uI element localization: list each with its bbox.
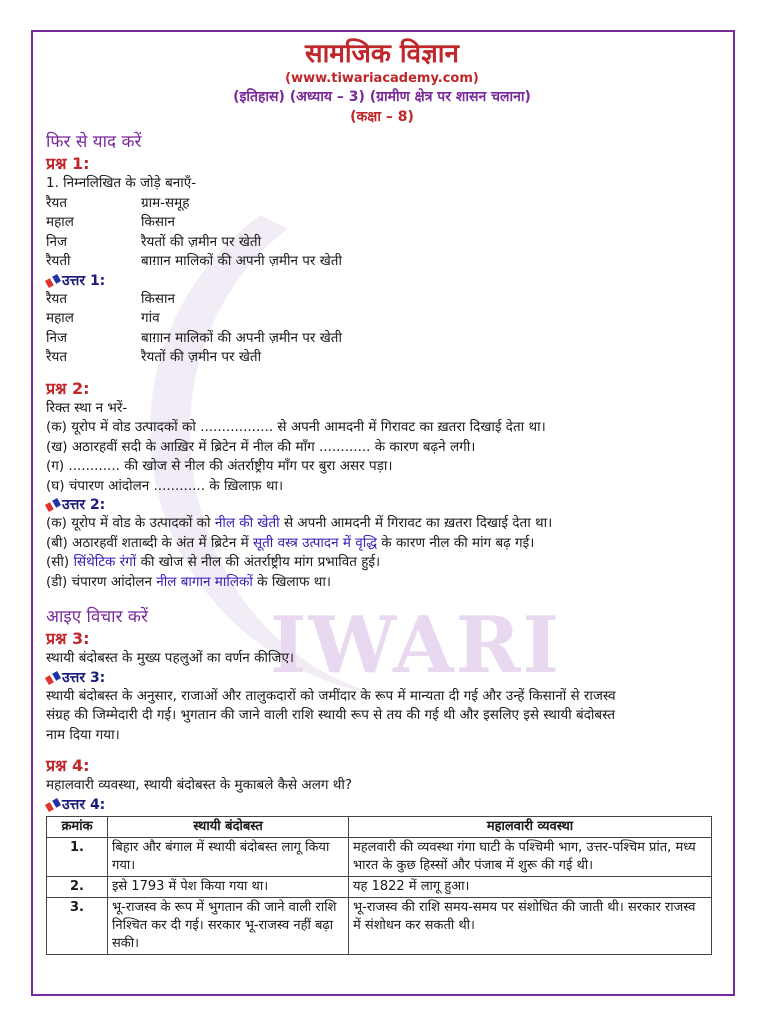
pair-match: ग्राम-समूह [141,194,190,211]
pair-term: रैयत [46,194,68,211]
table-header-mahalwari: महालवारी व्यवस्था [349,816,712,837]
question-1-prompt: 1. निम्नलिखित के जोड़े बनाएँ- [46,175,197,191]
pair-match: बाग़ान मालिकों की अपनी ज़मीन पर खेती [141,253,342,269]
table-header-permanent: स्थायी बंदोबस्त [108,816,349,837]
answer-blank-line: (बी) अठारहवीं शताब्दी के अंत में ब्रिटेन में सूती वस्त्र उत्पादन में वृद्धि के कारण नील की मांग बढ़ गई। [46,534,535,551]
watermark-text: IWARI [270,600,561,691]
pen-icon [45,798,61,812]
table-cell: 3. [47,897,108,954]
question-pair-row [46,213,718,233]
table-cell: यह 1822 में लागू हुआ। [349,876,712,897]
table-row [47,876,712,897]
question-4-prompt: महालवारी व्यवस्था, स्थायी बंदोबस्त के मुकाबले कैसे अलग थी? [46,777,353,793]
answer-blank-line: (डी) चंपारण आंदोलन नील बागान मालिकों के खिलाफ था। [46,573,331,590]
answer-1-pairs [46,290,718,368]
table-row [47,897,712,954]
highlighted-answer: सिंथेटिक रंगों [73,554,137,570]
pair-term: महाल [46,310,74,326]
answer-2-label: उत्तर 2: [46,496,718,514]
question-pair-row [46,194,718,214]
table-cell: महलवारी की व्यवस्था गंगा घाटी के पश्चिमी भाग, उत्तर-पश्चिम प्रांत, मध्य भारत के कुछ हिस्सों और पंजाब में शुरू की गई थी। [349,837,712,876]
question-pair-row [46,252,718,272]
answer-3-lines [46,687,718,746]
table-cell: 2. [47,876,108,897]
answer-2-lines [46,514,718,592]
highlighted-answer: सूती वस्त्र उत्पादन में वृद्धि [252,534,378,551]
pair-match: किसान [141,290,175,307]
table-cell: भू-राजस्व के रूप में भुगतान की जाने वाली राशि निश्चित कर दी गई। सरकार भू-राजस्व नहीं बढ़ा सकी। [108,897,349,954]
table-header-row [47,816,712,837]
section-heading-think: आइए विचार करें [46,607,148,627]
pair-term: रैयत [46,290,68,307]
fill-blank-line: (ग) ............ की खोज से नील की अंतर्राष्ट्रीय माँग पर बुरा असर पड़ा। [46,458,393,474]
answer-pair-row [46,329,718,349]
table-header-serial: क्रमांक [47,816,108,837]
answer-pair-row [46,290,718,310]
fill-blank-line: (ख) अठारहवीं सदी के आख़िर में ब्रिटेन में नील की माँग ............ के कारण बढ़ने लगी। [46,438,476,455]
website-link[interactable]: (www.tiwariacademy.com) [285,71,479,86]
table-row [47,837,712,876]
answer-pair-row [46,309,718,329]
document-body [46,38,718,955]
table-cell: बिहार और बंगाल में स्थायी बंदोबस्त लागू किया गया। [108,837,349,876]
table-cell: भू-राजस्व की राशि समय-समय पर संशोधित की जाती थी। सरकार राजस्व में संशोधन कर सकती थी। [349,897,712,954]
answer-1-label: उत्तर 1: [46,272,718,290]
highlighted-answer: नील की खेती [214,515,280,531]
highlighted-answer: नील बागान मालिकों [156,573,253,590]
question-2-prompt: रिक्त स्था न भरें- [46,399,128,416]
pair-term: महाल [46,214,74,230]
answer-3-label: उत्तर 3: [46,669,718,687]
section-heading-revise: फिर से याद करें [46,132,142,152]
pair-match: रैयतों की ज़मीन पर खेती [141,233,262,250]
pair-term: रैयती [46,253,71,269]
answer-text-line: संग्रह की जिम्मेदारी दी गई। भुगतान की जाने वाली राशि स्थायी रूप से तय की गई थी और इसलिए इसे स्थायी बंदोबस्त [46,707,616,723]
question-1-pairs [46,194,718,272]
answer-text-line: स्थायी बंदोबस्त के अनुसार, राजाओं और तालुकदारों को जमींदार के रूप में मान्यता दी गई और उन्हें किसानों से राजस्व [46,687,616,704]
table-cell: 1. [47,837,108,876]
comparison-table [46,816,712,955]
fill-blank-line: (क) यूरोप में वोड उत्पादकों को ................. से अपनी आमदनी में गिरावट का ख़तरा दिखाई देता था। [46,419,546,435]
pair-match: किसान [141,214,175,230]
pair-term: निज [46,233,68,250]
question-3-prompt: स्थायी बंदोबस्त के मुख्य पहलुओं का वर्णन कीजिए। [46,650,295,666]
page-title: सामजिक विज्ञान [305,39,459,69]
pair-match: रैयतों की ज़मीन पर खेती [141,349,262,365]
question-4-label: प्रश्न 4: [46,756,90,775]
question-2-lines [46,418,718,496]
answer-blank-line: (सी) सिंथेटिक रंगों की खोज से नील की अंतर्राष्ट्रीय मांग प्रभावित हुई। [46,554,381,570]
answer-4-label: उत्तर 4: [46,796,718,814]
pen-icon [45,274,61,288]
pen-icon [45,498,61,512]
question-2-label: प्रश्न 2: [46,378,90,398]
pair-term: निज [46,329,68,346]
question-1-label: प्रश्न 1: [46,154,90,173]
pen-icon [45,671,61,685]
answer-blank-line: (क) यूरोप में वोड के उत्पादकों को नील की खेती से अपनी आमदनी में गिरावट का ख़तरा दिखाई देता था। [46,515,553,531]
pair-term: रैयत [46,349,68,365]
question-pair-row [46,233,718,253]
pair-match: गांव [141,310,160,326]
fill-blank-line: (घ) चंपारण आंदोलन ............ के ख़िलाफ़ था। [46,477,284,494]
pair-match: बाग़ान मालिकों की अपनी ज़मीन पर खेती [141,329,342,346]
class-label: (कक्षा – 8) [350,109,414,125]
question-3-label: प्रश्न 3: [46,629,90,648]
answer-text-line: नाम दिया गया। [46,726,120,743]
table-cell: इसे 1793 में पेश किया गया था। [108,876,349,897]
chapter-subtitle: (इतिहास) (अध्याय – 3) (ग्रामीण क्षेत्र पर शासन चलाना) [233,89,531,105]
answer-pair-row [46,348,718,368]
